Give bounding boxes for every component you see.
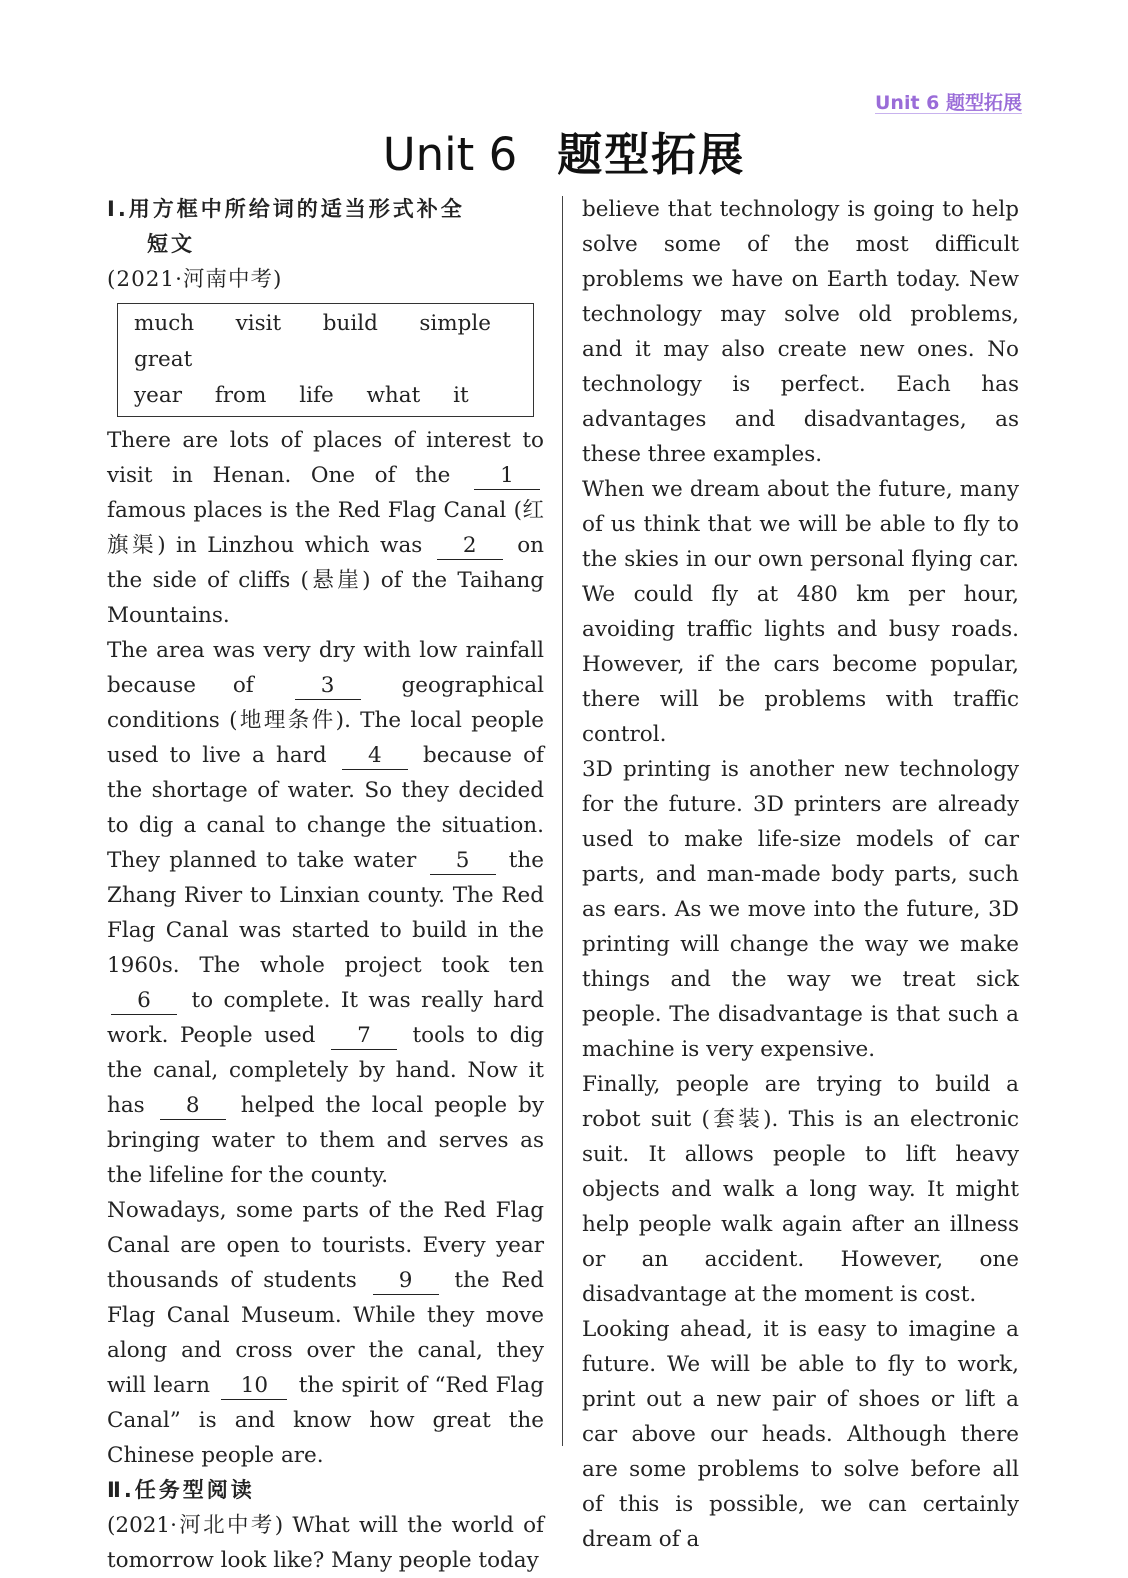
blank-9[interactable]: 9 bbox=[373, 1268, 439, 1295]
blank-2[interactable]: 2 bbox=[437, 533, 503, 560]
passage-text: tools to dig the canal, completely by hand. Now it has bbox=[107, 1023, 544, 1118]
blank-8[interactable]: 8 bbox=[160, 1093, 226, 1120]
word-item: year bbox=[134, 383, 182, 408]
word-item: from bbox=[214, 383, 267, 408]
passage-text: famous places is the Red Flag Canal (红旗渠) in Linzhou which was bbox=[107, 498, 544, 558]
passage-text: to complete. It was really hard work. People used bbox=[107, 988, 544, 1048]
section1-heading-line1: Ⅰ.用方框中所给词的适当形式补全 bbox=[107, 197, 465, 221]
word-box-row1 bbox=[134, 306, 517, 378]
passage-text: the spirit of “Red Flag Canal” is and know how great the Chinese people are. bbox=[107, 1373, 544, 1468]
blank-7[interactable]: 7 bbox=[331, 1023, 397, 1050]
right-column bbox=[582, 192, 1019, 1557]
blank-5[interactable]: 5 bbox=[430, 848, 496, 875]
passage-text: Nowadays, some parts of the Red Flag Canal are open to tourists. Every year thousands of students bbox=[107, 1198, 544, 1293]
passage2-intro-start bbox=[107, 1508, 544, 1578]
passage2-robot-suit: Finally, people are trying to build a robot suit (套装). This is an electronic suit. It allows people to lift heavy objects and walk a long way. It might help people walk again after an illness or an accident. However, one disadvantage at the moment is cost. bbox=[582, 1072, 1019, 1307]
passage-text: on the side of cliffs (悬崖) of the Taihang Mountains. bbox=[107, 533, 545, 628]
passage-text: There are lots of places of interest to visit in Henan. One of the bbox=[107, 428, 544, 488]
passage-text: the Red Flag Canal Museum. While they move along and cross over the canal, they will learn bbox=[107, 1268, 544, 1398]
title-unit: Unit 6 bbox=[382, 128, 518, 181]
running-head: Unit 6 题型拓展 bbox=[875, 92, 1022, 114]
blank-4[interactable]: 4 bbox=[342, 743, 408, 770]
passage-text: The area was very dry with low rainfall because of bbox=[107, 638, 544, 698]
passage1-paragraph2 bbox=[107, 633, 544, 1193]
word-item: simple bbox=[419, 311, 492, 336]
word-box-row2 bbox=[134, 378, 517, 414]
title-chinese: 题型拓展 bbox=[557, 128, 746, 181]
section1-heading-line2: 短文 bbox=[147, 232, 195, 256]
passage-text: helped the local people by bringing water to them and serves as the lifeline for the county. bbox=[107, 1093, 544, 1188]
section1-source: (2021·河南中考) bbox=[107, 267, 283, 292]
word-item: build bbox=[322, 311, 378, 336]
section2-heading: Ⅱ.任务型阅读 bbox=[107, 1478, 255, 1502]
passage2-3d-printing: 3D printing is another new technology for the future. 3D printers are already used to make life-size models of car parts, and man-made body parts, such as ears. As we move into the future, 3D printing will change the way we make things and the way we treat sick people. The disadvantage is that such a machine is very expensive. bbox=[582, 757, 1019, 1062]
word-item: visit bbox=[235, 311, 282, 336]
word-item: life bbox=[299, 383, 334, 408]
passage1-paragraph1 bbox=[107, 423, 544, 633]
word-box bbox=[117, 303, 534, 417]
passage2-flying-car: When we dream about the future, many of us think that we will be able to fly to the skies in our own personal flying car. We could fly at 480 km per hour, avoiding traffic lights and busy roads. However, if the cars become popular, there will be problems with traffic control. bbox=[582, 477, 1019, 747]
blank-3[interactable]: 3 bbox=[295, 673, 361, 700]
word-item: it bbox=[453, 383, 469, 408]
passage-text: the Zhang River to Linxian county. The Red Flag Canal was started to build in the 1960s. The whole project took ten bbox=[107, 848, 544, 978]
passage-text: geographical conditions (地理条件). The local people used to live a hard bbox=[107, 673, 544, 768]
blank-6[interactable]: 6 bbox=[111, 988, 177, 1015]
blank-1[interactable]: 1 bbox=[474, 463, 540, 490]
blank-10[interactable]: 10 bbox=[221, 1373, 287, 1400]
passage-text: believe that technology is going to help solve some of the most difficult problems we have on Earth today. New technology may solve old problems, and it may also create new ones. No technology is perfect. Each has advantages and disadvantages, as these three examples. bbox=[582, 197, 1019, 467]
passage-text: because of the shortage of water. So they decided to dig a canal to change the situation. They planned to take water bbox=[107, 743, 544, 873]
passage-text: (2021·河北中考) What will the world of tomorrow look like? Many people today bbox=[107, 1513, 544, 1573]
column-divider bbox=[562, 196, 563, 1446]
word-item: what bbox=[366, 383, 421, 408]
word-item: much bbox=[134, 311, 195, 336]
page-title bbox=[0, 118, 1128, 183]
left-column bbox=[107, 192, 544, 1578]
word-item: great bbox=[134, 347, 193, 372]
section1-heading bbox=[107, 192, 544, 262]
passage2-intro-continued bbox=[582, 192, 1019, 472]
passage1-paragraph3 bbox=[107, 1193, 544, 1473]
passage2-looking-ahead: Looking ahead, it is easy to imagine a future. We will be able to fly to work, print out a new pair of shoes or lift a car above our heads. Although there are some problems to solve before all of this is possible, we can certainly dream of a bbox=[582, 1317, 1019, 1552]
